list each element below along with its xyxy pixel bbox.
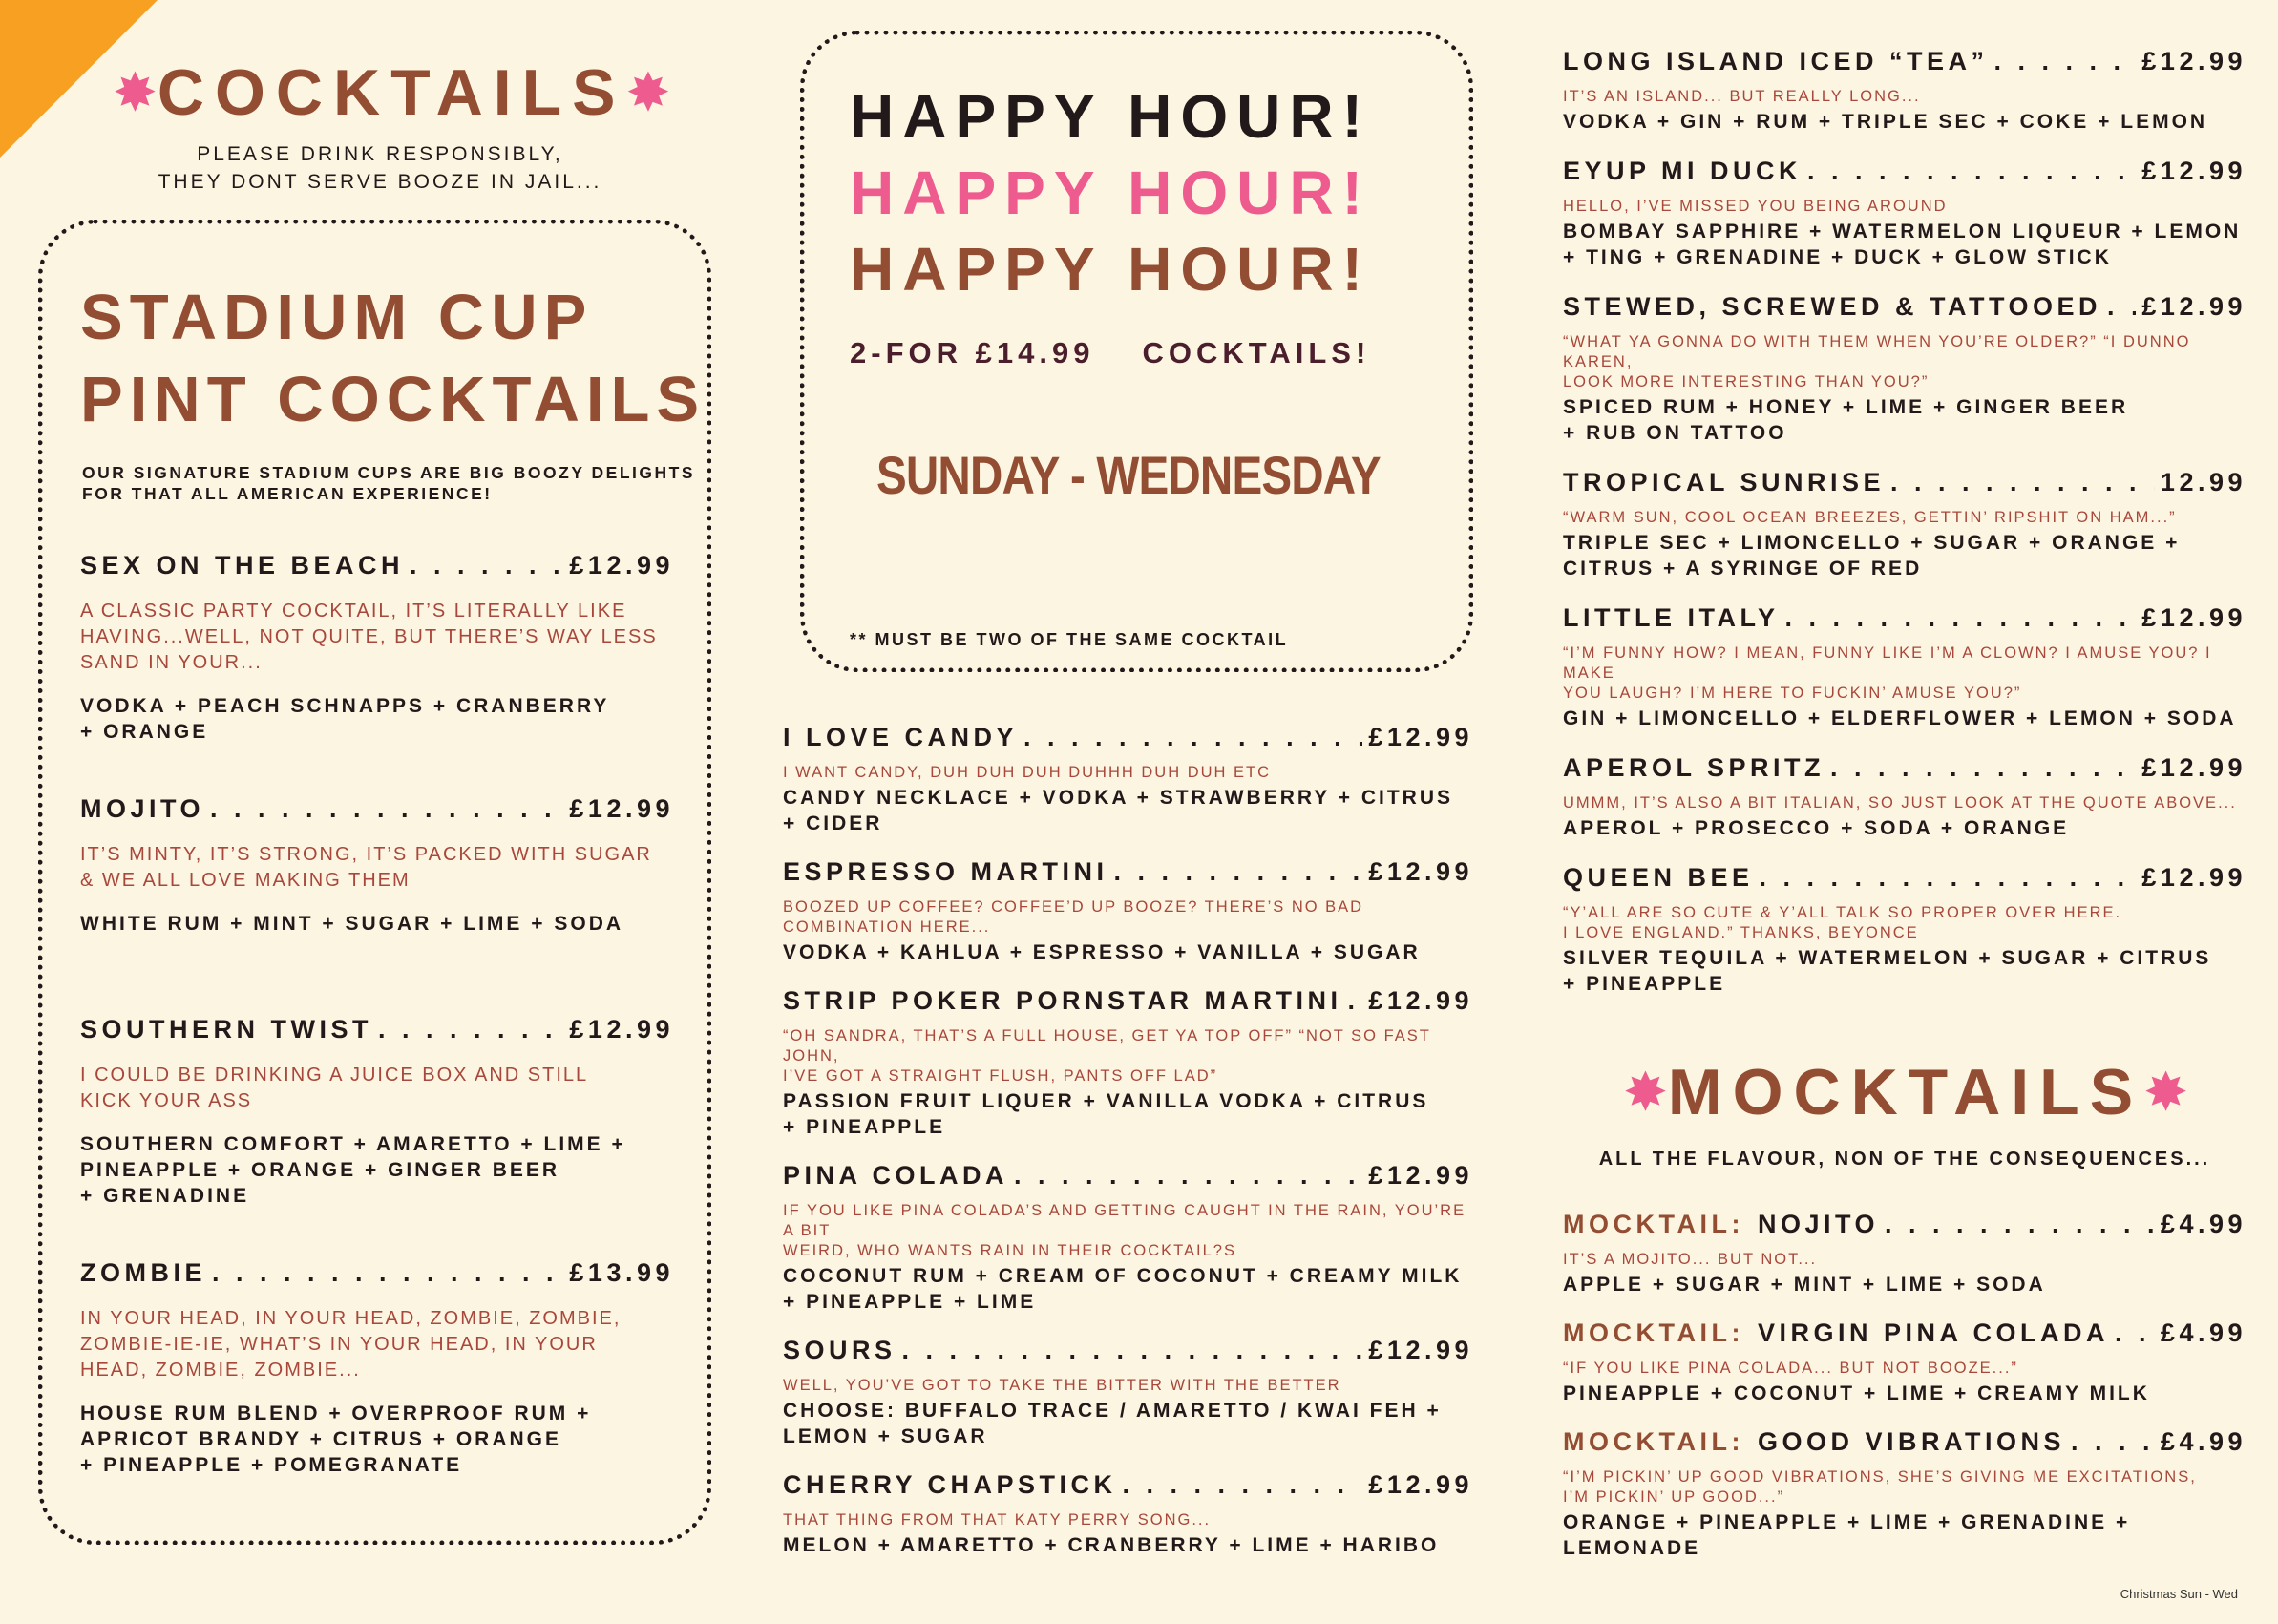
item-name-row [1563, 1425, 2246, 1458]
menu-item [1563, 1317, 2246, 1406]
ingredient-line: + RUB ON TATTOO [1563, 422, 1787, 444]
menu-item [1563, 601, 2246, 731]
ingredient-line: + TING + GRENADINE + DUCK + GLOW STICK [1563, 246, 2112, 268]
happy-hour-line: HAPPY HOUR! [850, 158, 1371, 227]
quote-line: WELL, YOU’VE GOT TO TAKE THE BITTER WITH THE BETTER [783, 1377, 1341, 1394]
dot-leader [1807, 155, 2136, 187]
quote-line: HAVING...WELL, NOT QUITE, BUT THERE’S WAY LESS [80, 626, 658, 647]
item-ingredients [1563, 1509, 2246, 1561]
item-ingredients [80, 693, 674, 745]
item-price: £12.99 [1368, 1470, 1473, 1499]
quote-line: UMMM, IT’S ALSO A BIT ITALIAN, SO JUST LOOK AT THE QUOTE ABOVE... [1563, 794, 2237, 812]
menu-item [80, 549, 674, 745]
ingredient-line: + PINEAPPLE [1563, 973, 1726, 995]
menu-item [1563, 1208, 2246, 1297]
item-ingredients [1563, 815, 2246, 841]
menu-item [783, 984, 1473, 1140]
item-price: £12.99 [1368, 1161, 1473, 1190]
quote-line: YOU LAUGH? I’M HERE TO FUCKIN’ AMUSE YOU?” [1563, 685, 2022, 702]
item-name-row [1563, 1208, 2246, 1240]
item-price: £12.99 [569, 1015, 674, 1044]
quote-line: HELLO, I’VE MISSED YOU BEING AROUND [1563, 198, 1948, 215]
subtitle-line: THEY DONT SERVE BOOZE IN JAIL... [158, 171, 602, 193]
quote-line: BOOZED UP COFFEE? COFFEE’D UP BOOZE? THERE’S NO BAD COMBINATION HERE... [783, 898, 1364, 936]
menu-item [80, 1013, 674, 1209]
quote-line: HEAD, ZOMBIE, ZOMBIE... [80, 1360, 361, 1381]
item-quote [783, 1201, 1473, 1261]
quote-line: & WE ALL LOVE MAKING THEM [80, 870, 411, 891]
item-name-row [80, 1013, 674, 1045]
ingredient-line: SILVER TEQUILA + WATERMELON + SUGAR + CITRUS [1563, 947, 2212, 969]
quote-line: KICK YOUR ASS [80, 1090, 253, 1111]
item-name-row [1563, 466, 2246, 498]
ingredient-line: + ORANGE [80, 721, 209, 743]
stadium-description [82, 462, 695, 504]
item-name: STRIP POKER PORNSTAR MARTINI [783, 986, 1342, 1015]
menu-item [1563, 751, 2246, 841]
menu-item [1563, 861, 2246, 997]
quote-line: A CLASSIC PARTY COCKTAIL, IT’S LITERALLY LIKE [80, 601, 627, 622]
dot-leader [212, 1256, 563, 1289]
item-quote [1563, 508, 2246, 528]
dot-leader [2107, 290, 2136, 323]
item-name-row [783, 721, 1473, 753]
ingredient-line: + PINEAPPLE + POMEGRANATE [80, 1454, 463, 1476]
offer-text: COCKTAILS! [1142, 336, 1371, 369]
ingredient-line: LEMON + SUGAR [783, 1425, 988, 1447]
mocktails-header [1623, 1055, 2188, 1129]
menu-item [783, 721, 1473, 836]
quote-line: “IF YOU LIKE PINA COLADA... BUT NOT BOOZE...” [1563, 1360, 2018, 1377]
item-ingredients [783, 1088, 1473, 1140]
desc-line: FOR THAT ALL AMERICAN EXPERIENCE! [82, 484, 493, 503]
star-icon: ✸ [625, 62, 671, 122]
ingredient-line: CANDY NECKLACE + VODKA + STRAWBERRY + CITRUS [783, 787, 1453, 809]
offer-price: 2-FOR £14.99 [850, 336, 1095, 369]
happy-hour-line: HAPPY HOUR! [850, 235, 1371, 304]
middle-cocktail-list [783, 721, 1473, 1577]
menu-item [783, 1334, 1473, 1449]
item-quote [783, 1376, 1473, 1396]
happy-hour-days: SUNDAY - WEDNESDAY [876, 445, 1381, 505]
mocktail-prefix: MOCKTAIL: [1563, 1318, 1744, 1347]
menu-item [1563, 1425, 2246, 1561]
dot-leader [1123, 1468, 1363, 1501]
quote-line: THAT THING FROM THAT KATY PERRY SONG... [783, 1511, 1212, 1529]
quote-line: IF YOU LIKE PINA COLADA’S AND GETTING CAUGHT IN THE RAIN, YOU’RE A BIT [783, 1202, 1466, 1239]
quote-line: IN YOUR HEAD, IN YOUR HEAD, ZOMBIE, ZOMBIE, [80, 1308, 622, 1329]
stadium-title [80, 277, 706, 441]
item-quote [1563, 643, 2246, 704]
item-name: SEX ON THE BEACH [80, 551, 405, 580]
item-price: £12.99 [2141, 603, 2246, 632]
dot-leader [1114, 855, 1363, 888]
ingredient-line: SPICED RUM + HONEY + LIME + GINGER BEER [1563, 396, 2129, 418]
item-price: £4.99 [2160, 1427, 2246, 1456]
item-ingredients [1563, 530, 2246, 581]
dot-leader [210, 792, 563, 825]
ingredient-line: APEROL + PROSECCO + SODA + ORANGE [1563, 817, 2070, 839]
menu-item [1563, 45, 2246, 135]
item-ingredients [1563, 394, 2246, 446]
item-name-row [80, 549, 674, 581]
dot-leader [378, 1013, 563, 1045]
item-name: QUEEN BEE [1563, 863, 1754, 892]
item-price: £12.99 [2141, 157, 2246, 185]
item-name-row [1563, 155, 2246, 187]
item-quote [80, 1063, 674, 1114]
happy-hour-offer [850, 336, 1370, 370]
ingredient-line: COCONUT RUM + CREAM OF COCONUT + CREAMY MILK [783, 1265, 1463, 1287]
menu-item [1563, 155, 2246, 270]
item-quote [1563, 1359, 2246, 1379]
quote-line: ZOMBIE-IE-IE, WHAT’S IN YOUR HEAD, IN YOUR [80, 1334, 598, 1355]
quote-line: SAND IN YOUR... [80, 652, 263, 673]
ingredient-line: PINEAPPLE + ORANGE + GINGER BEER [80, 1159, 560, 1181]
item-price: £12.99 [1368, 723, 1473, 751]
ingredient-line: ORANGE + PINEAPPLE + LIME + GRENADINE + LEMONADE [1563, 1511, 2131, 1559]
dot-leader [1014, 1159, 1362, 1192]
ingredient-line: SOUTHERN COMFORT + AMARETTO + LIME + [80, 1133, 626, 1155]
item-price: £12.99 [2141, 292, 2246, 321]
ingredient-line: + GRENADINE [80, 1185, 250, 1207]
ingredient-line: VODKA + KAHLUA + ESPRESSO + VANILLA + SUGAR [783, 941, 1421, 963]
dot-leader [1023, 721, 1362, 753]
ingredient-line: VODKA + PEACH SCHNAPPS + CRANBERRY [80, 695, 610, 717]
ingredient-line: + CIDER [783, 812, 883, 834]
item-price: £4.99 [2160, 1318, 2246, 1347]
item-name-row [1563, 751, 2246, 784]
item-ingredients [1563, 1272, 2246, 1297]
item-quote [80, 599, 674, 676]
item-name: VIRGIN PINA COLADA [1757, 1318, 2109, 1347]
item-name: APEROL SPRITZ [1563, 753, 1825, 782]
dot-leader [1348, 984, 1363, 1017]
ingredient-line: VODKA + GIN + RUM + TRIPLE SEC + COKE + LEMON [1563, 111, 2208, 133]
item-ingredients [80, 911, 674, 937]
item-name-row [1563, 290, 2246, 323]
quote-line: IT’S AN ISLAND... BUT REALLY LONG... [1563, 88, 1921, 105]
ingredient-line: MELON + AMARETTO + CRANBERRY + LIME + HARIBO [783, 1534, 1440, 1556]
quote-line: “WARM SUN, COOL OCEAN BREEZES, GETTIN’ RIPSHIT ON HAM...” [1563, 509, 2177, 526]
item-quote [1563, 332, 2246, 392]
item-name: ESPRESSO MARTINI [783, 857, 1108, 886]
item-price: £12.99 [2141, 863, 2246, 892]
mocktail-prefix: MOCKTAIL: [1563, 1210, 1744, 1238]
menu-item [80, 1256, 674, 1478]
item-name: CHERRY CHAPSTICK [783, 1470, 1117, 1499]
item-ingredients [783, 1398, 1473, 1449]
item-quote [1563, 903, 2246, 943]
item-ingredients [1563, 1381, 2246, 1406]
item-quote [783, 763, 1473, 783]
item-quote [1563, 1250, 2246, 1270]
mocktail-prefix: MOCKTAIL: [1563, 1427, 1744, 1456]
quote-line: IT’S MINTY, IT’S STRONG, IT’S PACKED WITH SUGAR [80, 844, 652, 865]
item-price: 12.99 [2160, 468, 2246, 496]
quote-line: I LOVE ENGLAND.” THANKS, BEYONCE [1563, 924, 1919, 941]
item-name-row [1563, 601, 2246, 634]
item-name: I LOVE CANDY [783, 723, 1019, 751]
item-name: PINA COLADA [783, 1161, 1008, 1190]
item-ingredients [1563, 219, 2246, 270]
ingredient-line: WHITE RUM + MINT + SUGAR + LIME + SODA [80, 913, 624, 935]
dot-leader [1885, 1208, 2155, 1240]
subtitle-line: PLEASE DRINK RESPONSIBLY, [197, 143, 563, 165]
stadium-cocktail-list [80, 549, 674, 1478]
dot-leader [1760, 861, 2137, 894]
item-quote [1563, 793, 2246, 813]
happy-hour-note: ** MUST BE TWO OF THE SAME COCKTAIL [850, 630, 1289, 649]
ingredient-line: BOMBAY SAPPHIRE + WATERMELON LIQUEUR + LEMON [1563, 221, 2242, 243]
quote-line: IT’S A MOJITO... BUT NOT... [1563, 1251, 1818, 1268]
right-cocktail-list [1563, 45, 2246, 1017]
ingredient-line: APPLE + SUGAR + MINT + LIME + SODA [1563, 1274, 2046, 1296]
item-name: TROPICAL SUNRISE [1563, 468, 1886, 496]
item-quote [1563, 87, 2246, 107]
item-price: £12.99 [569, 794, 674, 823]
item-ingredients [783, 1532, 1473, 1558]
ingredient-line: HOUSE RUM BLEND + OVERPROOF RUM + [80, 1403, 592, 1424]
item-ingredients [1563, 109, 2246, 135]
ingredient-line: CITRUS + A SYRINGE OF RED [1563, 558, 1923, 580]
dot-leader [1994, 45, 2137, 77]
ingredient-line: PASSION FRUIT LIQUER + VANILLA VODKA + CITRUS [783, 1090, 1429, 1112]
item-name: LITTLE ITALY [1563, 603, 1780, 632]
item-name-row [80, 792, 674, 825]
quote-line: “OH SANDRA, THAT’S A FULL HOUSE, GET YA TOP OFF” “NOT SO FAST JOHN, [783, 1027, 1431, 1065]
menu-item [783, 1468, 1473, 1558]
dot-leader [1830, 751, 2136, 784]
item-price: £12.99 [569, 551, 674, 580]
mocktails-subtitle: ALL THE FLAVOUR, NON OF THE CONSEQUENCES... [1598, 1149, 2211, 1170]
ingredient-line: + PINEAPPLE [783, 1116, 946, 1138]
menu-item [80, 792, 674, 937]
item-name: SOURS [783, 1336, 896, 1364]
mocktail-list [1563, 1208, 2246, 1580]
item-ingredients [80, 1401, 674, 1478]
item-quote [1563, 1467, 2246, 1508]
item-name-row [783, 1334, 1473, 1366]
star-icon: ✸ [1623, 1062, 1668, 1122]
item-ingredients [783, 1263, 1473, 1315]
ingredient-line: GIN + LIMONCELLO + ELDERFLOWER + LEMON + SODA [1563, 707, 2237, 729]
quote-line: I WANT CANDY, DUH DUH DUH DUHHH DUH DUH ETC [783, 764, 1272, 781]
item-ingredients [80, 1131, 674, 1209]
item-price: £12.99 [1368, 857, 1473, 886]
quote-line: I’VE GOT A STRAIGHT FLUSH, PANTS OFF LAD” [783, 1067, 1218, 1085]
item-name-row [1563, 861, 2246, 894]
item-ingredients [1563, 945, 2246, 997]
desc-line: OUR SIGNATURE STADIUM CUPS ARE BIG BOOZY DELIGHTS [82, 463, 696, 482]
quote-line: “WHAT YA GONNA DO WITH THEM WHEN YOU’RE OLDER?” “I DUNNO KAREN, [1563, 333, 2191, 370]
menu-item [1563, 290, 2246, 446]
dot-leader [1890, 466, 2155, 498]
item-quote [783, 897, 1473, 938]
item-name: SOUTHERN TWIST [80, 1015, 372, 1044]
item-name-row [783, 1159, 1473, 1192]
footer-note: Christmas Sun - Wed [2120, 1587, 2238, 1601]
ingredient-line: TRIPLE SEC + LIMONCELLO + SUGAR + ORANGE + [1563, 532, 2181, 554]
dot-leader [1785, 601, 2137, 634]
cocktails-subtitle [113, 140, 647, 196]
ingredient-line: + PINEAPPLE + LIME [783, 1291, 1037, 1313]
item-name: MOJITO [80, 794, 205, 823]
item-name-row [1563, 45, 2246, 77]
stadium-title-line: STADIUM CUP [80, 282, 594, 353]
mocktails-title: MOCKTAILS [1667, 1056, 2144, 1128]
cocktails-title: COCKTAILS [157, 56, 626, 129]
ingredient-line: CHOOSE: BUFFALO TRACE / AMARETTO / KWAI FEH + [783, 1400, 1442, 1422]
menu-item [783, 855, 1473, 965]
item-quote [783, 1026, 1473, 1086]
star-icon: ✸ [2143, 1062, 2188, 1122]
item-name-row [1563, 1317, 2246, 1349]
stadium-title-line: PINT COCKTAILS [80, 364, 707, 435]
star-icon: ✸ [113, 62, 158, 122]
item-price: £4.99 [2160, 1210, 2246, 1238]
item-ingredients [783, 939, 1473, 965]
item-name: EYUP MI DUCK [1563, 157, 1803, 185]
quote-line: I’M PICKIN’ UP GOOD...” [1563, 1488, 1785, 1506]
happy-hour-line: HAPPY HOUR! [850, 82, 1371, 151]
item-name: STEWED, SCREWED & TATTOOED [1563, 292, 2102, 321]
quote-line: “Y’ALL ARE SO CUTE & Y’ALL TALK SO PROPER OVER HERE. [1563, 904, 2122, 921]
item-ingredients [783, 785, 1473, 836]
quote-line: “I’M FUNNY HOW? I MEAN, FUNNY LIKE I’M A CLOWN? I AMUSE YOU? I MAKE [1563, 644, 2212, 682]
item-quote [80, 842, 674, 894]
item-name: ZOMBIE [80, 1258, 206, 1287]
dot-leader [410, 549, 563, 581]
ingredient-line: PINEAPPLE + COCONUT + LIME + CREAMY MILK [1563, 1382, 2150, 1404]
item-name: LONG ISLAND ICED “TEA” [1563, 47, 1989, 75]
item-price: £12.99 [2141, 753, 2246, 782]
ingredient-line: APRICOT BRANDY + CITRUS + ORANGE [80, 1428, 561, 1450]
menu-item [1563, 466, 2246, 581]
cocktails-header [113, 55, 671, 130]
quote-line: LOOK MORE INTERESTING THAN YOU?” [1563, 373, 1930, 390]
item-name: NOJITO [1757, 1210, 1879, 1238]
item-name: GOOD VIBRATIONS [1757, 1427, 2065, 1456]
item-quote [80, 1306, 674, 1383]
item-name-row [80, 1256, 674, 1289]
item-ingredients [1563, 706, 2246, 731]
menu-item [783, 1159, 1473, 1315]
item-price: £12.99 [2141, 47, 2246, 75]
item-quote [783, 1510, 1473, 1530]
dot-leader [2115, 1317, 2155, 1349]
item-price: £12.99 [1368, 986, 1473, 1015]
item-quote [1563, 197, 2246, 217]
item-name-row [783, 984, 1473, 1017]
quote-line: I COULD BE DRINKING A JUICE BOX AND STILL [80, 1065, 589, 1086]
quote-line: “I’M PICKIN’ UP GOOD VIBRATIONS, SHE’S GIVING ME EXCITATIONS, [1563, 1468, 2197, 1486]
item-price: £13.99 [569, 1258, 674, 1287]
dot-leader [2071, 1425, 2155, 1458]
item-name-row [783, 1468, 1473, 1501]
happy-hour-heading [850, 78, 1371, 307]
dot-leader [902, 1334, 1363, 1366]
item-price: £12.99 [1368, 1336, 1473, 1364]
quote-line: WEIRD, WHO WANTS RAIN IN THEIR COCKTAIL?S [783, 1242, 1236, 1259]
item-name-row [783, 855, 1473, 888]
